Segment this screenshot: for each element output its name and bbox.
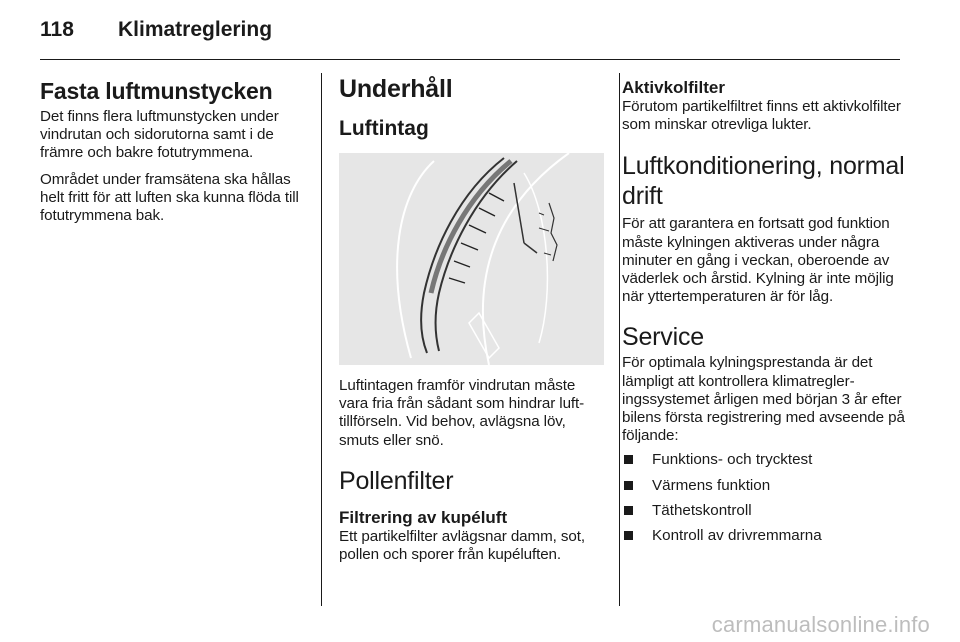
page-number: 118 [40,18,74,41]
list-item: Värmens funktion [622,477,907,495]
service-checklist [622,451,907,545]
column-right [622,74,907,552]
section-heading-pollen-filter: Pollenfilter [339,466,454,495]
column-left [40,74,303,225]
windscreen-cowl-diagram [339,153,604,365]
section-heading-maintenance: Underhåll [339,75,453,103]
minor-heading-cabin-air-filtration: Filtrering av kupéluft [339,507,508,527]
list-item: Funktions- och trycktest [622,451,907,469]
subheading-air-intake: Luftintag [339,117,429,140]
list-item: Täthetskontroll [622,502,907,520]
section-heading-ac-normal-operation: Luftkonditionering, normal drift [622,152,905,211]
list-item: Kontroll av drivremmarna [622,527,907,545]
air-intake-illustration [339,153,604,365]
column-middle [339,74,604,564]
paragraph-air-intake: Luftintagen framför vindrutan måste vara fria från sådant som hindrar lufttillförseln. Vid behov, avlägsna löv, smuts eller snö. [339,377,585,449]
column-divider-1 [321,73,322,606]
square-bullet-icon [624,506,633,515]
section-heading-service: Service [622,323,704,352]
paragraph-particle-filter: Ett partikelfilter avlägsnar damm, sot, pollen och sporer från kupéluften. [339,527,585,564]
header-rule [40,59,900,60]
watermark: carmanualsonline.info [711,612,930,637]
square-bullet-icon [624,531,633,540]
minor-heading-activated-carbon: Aktivkolfilter [622,78,725,97]
section-heading-fixed-vents: Fasta luftmunstycken [40,78,273,104]
paragraph-under-seats: Området under framsätena ska hållas helt fritt för att luften ska kunna flöda till fotutrymmena bak. [40,170,299,225]
paragraph-vents-locations: Det finns flera luftmunstycken under vindrutan och sidorutorna samt i de främre och bakre fotutrymmena. [40,108,279,162]
chapter-title: Klimatreglering [118,18,273,41]
paragraph-ac-weekly-run: För att garantera en fortsatt god funktion måste kylningen aktiveras under några minuter en gång i veckan, oberoende av väderlek och årstid. Kylning är inte möjlig när yttertemperaturen är för låg. [622,215,894,306]
column-divider-2 [619,73,620,606]
paragraph-activated-carbon: Förutom partikelfiltret finns ett aktivkolfilter som minskar otrevliga lukter. [622,98,901,134]
paragraph-service-intro: För optimala kylningsprestanda är det lämpligt att kontrollera klimatregleringssystemet årligen med början 3 år efter bilens första registrering med avseende på följande: [622,354,905,445]
square-bullet-icon [624,455,633,464]
square-bullet-icon [624,481,633,490]
